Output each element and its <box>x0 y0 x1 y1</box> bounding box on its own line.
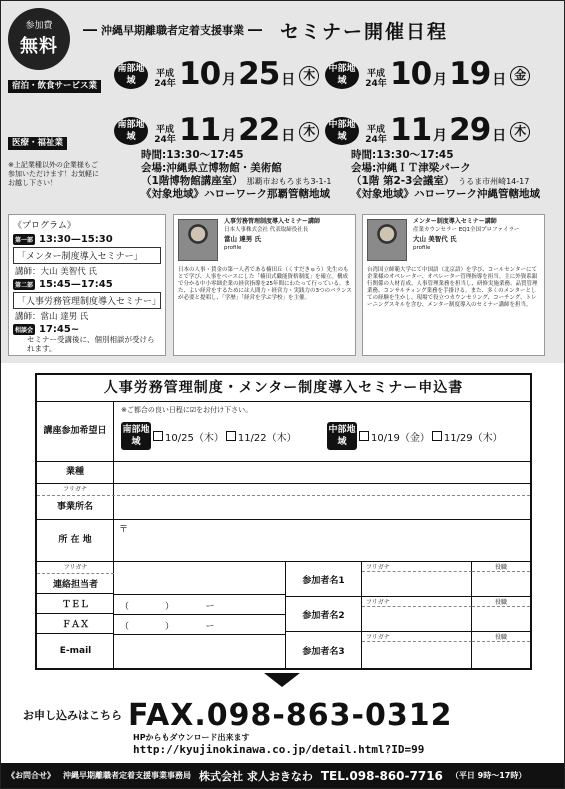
event-date-3: 平成24年 11 月 22 日 木 <box>151 115 319 145</box>
profile-1-org: 日本人事株式会社 代表取締役社長 <box>224 227 309 233</box>
free-badge-big: 無料 <box>20 36 58 57</box>
address-field[interactable] <box>115 520 530 561</box>
participants-block <box>286 562 530 668</box>
profile-card-1 <box>173 214 356 356</box>
contact-block <box>37 562 530 668</box>
fax-field[interactable]: （ ） ー <box>114 614 286 634</box>
project-name: 沖縄早期離職者定着支援事業 <box>101 24 244 37</box>
venue-central-place: 会場:沖縄ＩＴ津梁パーク <box>351 162 471 174</box>
program-item-3: 相談会 17:45~ <box>15 324 80 335</box>
contact-furigana: フリガナ <box>37 562 114 574</box>
company-label: 事業所名 <box>37 496 114 519</box>
region-badge-central: 中部地域 <box>325 61 359 89</box>
program-item-2-name: 「人事労務管理制度導入セミナー」 <box>13 292 161 309</box>
tel-field[interactable]: （ ） ー <box>114 594 286 614</box>
venue-central-area: 《対象地域》ハローワーク沖縄管轄地域 <box>351 188 540 200</box>
venue-central-address: うるま市州崎14-17 <box>458 177 530 186</box>
venue-south-room: （1階博物館講座室） <box>141 175 243 187</box>
time-central: 時間:13:30～17:45 <box>351 149 454 161</box>
industry-label: 業種 <box>37 462 114 483</box>
profile-1-name: 當山 達男 氏 <box>224 235 262 243</box>
date-row <box>37 402 530 462</box>
address-row <box>37 520 530 562</box>
program-item-1-lecturer: 講師：大山 美智代 氏 <box>15 267 97 277</box>
venue-south-area: 《対象地域》ハローワーク那覇管轄地域 <box>141 188 330 200</box>
participant-1-field[interactable] <box>362 572 472 597</box>
participant-1-label: 参加者名1 <box>286 562 362 597</box>
lecturer-photo-2 <box>367 219 407 261</box>
form-title: 人事労務管理制度・メンター制度導入セミナー申込書 <box>37 375 530 402</box>
program-item-3-note: セミナー受講後に、個別相談が受けられます。 <box>27 335 155 353</box>
footer <box>1 763 564 788</box>
industry-row <box>37 462 530 484</box>
program-title: 《プログラム》 <box>13 221 76 231</box>
email-label: E-mail <box>59 646 92 656</box>
contact-fields[interactable] <box>114 562 286 668</box>
footer-hours: （平日 9時～17時） <box>450 771 527 780</box>
free-badge <box>8 8 70 70</box>
postal-mark: 〒 <box>119 525 129 535</box>
venue-central <box>351 149 540 201</box>
participant-3-role: 役職 <box>472 632 530 642</box>
venue-central-room: （1階 第2-3会議室） <box>351 175 455 187</box>
central-options: 中部地域 10/19（金） 11/29（木） <box>327 422 503 450</box>
participant-1-furigana: フリガナ <box>362 562 472 572</box>
date-label: 講座参加希望日 <box>37 402 114 461</box>
participant-2-label: 参加者名2 <box>286 597 362 632</box>
date-note: ※ご都合の良い日程に☑をお付け下さい。 <box>121 406 253 414</box>
checkbox-central-2[interactable] <box>432 431 442 441</box>
region-badge-central-2: 中部地域 <box>325 117 359 145</box>
application-form <box>35 373 532 670</box>
program-box <box>8 214 166 356</box>
seminar-schedule-section <box>1 1 564 363</box>
time-south: 時間:13:30～17:45 <box>141 149 244 161</box>
program-item-1-name: 「メンター制度導入セミナー」 <box>13 247 161 264</box>
program-item-2: 第二部 15:45—17:45 <box>15 279 113 290</box>
profile-1-body: 日本の人事・賃金の第一人者である楠田丘（くすだきゅう）先生のもとで学び、人事をベースにした「楠田式職能資格制度」を確立。構成で分かる中小零細企業の経営指導を25年間にわたって行っている。また、よい経営をするためには人間力・経営力・実践力の3つのバランスが必要と提唱し、「学歴」「経営を学ぶ学校」を主催。 <box>178 267 352 301</box>
footer-project: 沖縄早期離職者定着支援事業事務局 <box>63 771 191 780</box>
south-options: 南部地域 10/25（木） 11/22（木） <box>121 422 297 450</box>
participant-3-field[interactable] <box>362 642 472 668</box>
region-badge-south: 南部地域 <box>114 61 148 89</box>
industry-note: ※上記業種以外の企業様もご参加いただけます！お気軽にお越し下さい！ <box>8 161 99 187</box>
company-furigana-row <box>37 484 530 496</box>
download-note: HPからもダウンロード出来ます <box>133 733 250 742</box>
profile-2-body: 台湾国立師範大学にて中国語（北京語）を学び、コールセンターにて企業様のオペレーター、オペレーター管理指導を担当。主に外資系銀行関係の人材育成、人事管理業務を担当し、研修実施業務、品質管理業務、コンサルティング業務を手掛ける。また、多くのメンターとしての経験を生かし、現場で役立つカウンセリング、コーチング、トレーニングスキルを含む、メンター制度導入のセミナー講師を担当。 <box>367 267 538 308</box>
category-hospitality: 宿泊・飲食サービス業 <box>8 80 101 93</box>
participant-3-label: 参加者名3 <box>286 632 362 668</box>
checkbox-central-1[interactable] <box>359 431 369 441</box>
profile-1-heading: 人事労務管理制度導入セミナー講師 <box>224 218 321 225</box>
footer-tel: TEL.098-860-7716 <box>320 768 443 783</box>
download-link[interactable]: http://kyujinokinawa.co.jp/detail.html?ID=99 <box>133 743 425 756</box>
company-furigana-label: フリガナ <box>37 484 114 495</box>
profile-2-label: profile <box>413 245 431 251</box>
company-row <box>37 496 530 520</box>
event-date-2: 平成24年 10 月 19 日 金 <box>362 59 530 89</box>
event-date-1: 平成24年 10 月 25 日 木 <box>151 59 319 89</box>
event-date-4: 平成24年 11 月 29 日 木 <box>362 115 530 145</box>
industry-field[interactable] <box>115 462 530 483</box>
checkbox-south-1[interactable] <box>153 431 163 441</box>
participant-row-3 <box>286 632 530 668</box>
profile-card-2 <box>362 214 545 356</box>
participant-2-furigana: フリガナ <box>362 597 472 607</box>
participant-row-1 <box>286 562 530 597</box>
category-medical: 医療・福祉業 <box>8 137 67 150</box>
participant-2-field[interactable] <box>362 607 472 632</box>
footer-company: 株式会社 求人おきなわ <box>199 769 313 783</box>
profile-2-name: 大山 美智代 氏 <box>413 235 457 243</box>
program-item-1: 第一部 13:30—15:30 <box>15 234 113 245</box>
lecturer-photo-1 <box>178 219 218 261</box>
down-arrow-icon <box>264 673 300 687</box>
participant-row-2 <box>286 597 530 632</box>
participant-1-role: 役職 <box>472 562 530 572</box>
profile-2-org: 産業カウンセラー EQ1全国プロファイラー <box>413 227 520 233</box>
page-title: セミナー開催日程 <box>280 20 449 43</box>
address-label: 所 在 地 <box>37 520 114 561</box>
page-header: ― 沖縄早期離職者定着支援事業 ― セミナー開催日程 <box>79 17 549 43</box>
region-badge-south-2: 南部地域 <box>114 117 148 145</box>
fax-lead: お申し込みはこちら <box>23 709 122 722</box>
fax-number: FAX.098-863-0312 <box>128 697 453 733</box>
company-field[interactable] <box>115 496 530 519</box>
free-badge-small: 参加費 <box>25 21 53 31</box>
footer-inquiry: 《お問合せ》 <box>7 771 55 780</box>
email-field[interactable] <box>114 634 286 668</box>
venue-south <box>141 149 332 201</box>
participant-3-furigana: フリガナ <box>362 632 472 642</box>
profile-2-heading: メンター制度導入セミナー講師 <box>413 218 497 225</box>
program-item-2-lecturer: 講師：當山 達男 氏 <box>15 312 89 322</box>
contact-label: 連絡担当者 <box>37 574 114 594</box>
checkbox-south-2[interactable] <box>226 431 236 441</box>
profile-1-label: profile <box>224 245 242 251</box>
venue-south-address: 那覇市おもろまち3-1-1 <box>246 177 332 186</box>
fax-banner <box>23 695 543 735</box>
participant-2-role: 役職 <box>472 597 530 607</box>
fax-label: ＦＡＸ <box>37 614 114 634</box>
venue-south-place: 会場:沖縄県立博物館・美術館 <box>141 162 282 174</box>
tel-label: ＴＥＬ <box>37 594 114 614</box>
